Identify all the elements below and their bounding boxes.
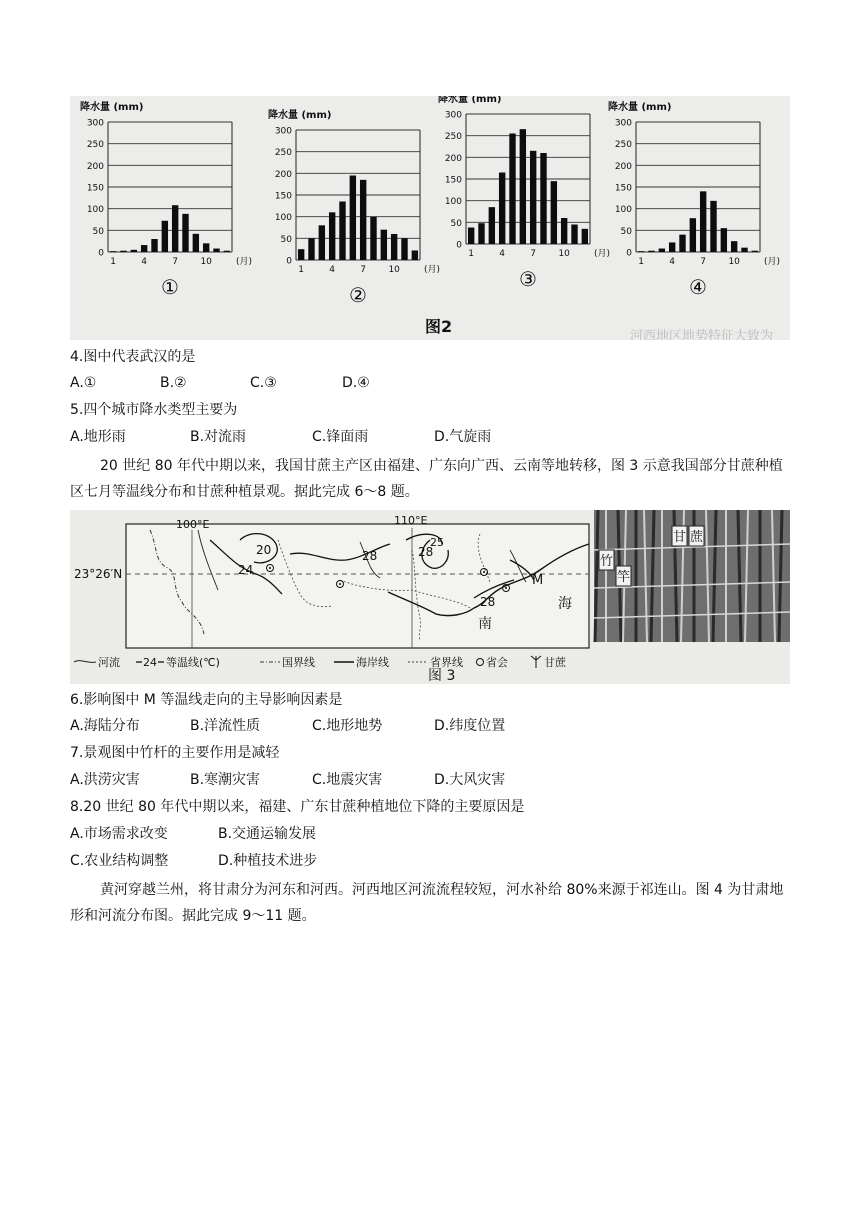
chart-1-x-tick: 1 [110, 257, 117, 267]
chart-2-label: ② [349, 283, 367, 307]
chart-4-bar [752, 251, 758, 252]
photo-label-sugarcane-2: 蔗 [690, 530, 704, 545]
q6-option-a[interactable]: A.海陆分布 [70, 718, 140, 734]
isotherm-label-24: 24 [238, 563, 254, 577]
chart-3-y-tick: 200 [444, 153, 462, 164]
chart-4-y-tick: 200 [614, 161, 632, 172]
isotherm-m-label: M [532, 573, 544, 588]
chart-2-bar [381, 230, 387, 260]
legend-coastline: 海岸线 [356, 656, 389, 669]
q4-option-b[interactable]: B.② [160, 375, 187, 391]
q4-stem: 4.图中代表武汉的是 [70, 349, 196, 365]
chart-3-y-tick: 50 [450, 218, 462, 229]
chart-1-x-tick: 7 [172, 257, 179, 267]
isotherm-label-25: 25 [430, 536, 444, 549]
legend-capital-symbol [477, 659, 484, 666]
sea-label-nan: 南 [478, 616, 492, 632]
q4-option-a[interactable]: A.① [70, 375, 97, 391]
chart-2-bar [319, 225, 325, 260]
chart-1-bar [213, 249, 219, 252]
chart-4-month-unit: (月) [764, 257, 781, 267]
chart-4-x-tick: 10 [728, 257, 740, 267]
q7-option-c[interactable]: C.地震灾害 [312, 772, 383, 788]
q4-option-c[interactable]: C.③ [250, 375, 277, 391]
figure-3-map [70, 510, 790, 684]
chart-4-bar [679, 235, 685, 252]
chart-4-y-tick: 150 [614, 183, 632, 194]
legend-sugarcane: 甘蔗 [544, 656, 566, 669]
chart-3-bar [540, 153, 546, 244]
chart-2-y-tick: 200 [274, 169, 292, 180]
photo-label-sugarcane-1: 甘 [673, 530, 687, 545]
figure-2-caption: 图2 [425, 317, 453, 336]
chart-4-x-tick: 4 [669, 257, 676, 267]
chart-2-bar [350, 176, 356, 261]
q5-option-b[interactable]: B.对流雨 [190, 429, 247, 445]
isotherm-label-28-east: 28 [480, 595, 496, 609]
chart-3-y-tick: 300 [444, 110, 462, 121]
chart-1-bar [162, 221, 168, 252]
chart-4-y-tick: 0 [626, 248, 632, 259]
chart-3-x-tick: 1 [468, 249, 475, 259]
q5-option-c[interactable]: C.锋面雨 [312, 429, 369, 445]
chart-4-bar [659, 249, 665, 252]
figure-2 [70, 96, 790, 340]
legend-river-symbol [74, 661, 96, 663]
chart-2-y-label: 降水量 (mm) [268, 110, 332, 121]
chart-1-y-tick: 0 [98, 248, 104, 259]
chart-1-label: ① [161, 275, 179, 299]
isotherm-label-28-mid: 28 [418, 545, 434, 559]
figure-3 [70, 510, 790, 684]
isotherm-label-20: 20 [256, 543, 272, 557]
chart-4-bar [721, 228, 727, 252]
map-legend [74, 655, 567, 669]
chart-1-bar [141, 245, 147, 252]
chart-3-x-tick: 4 [499, 249, 506, 259]
chart-1-bar [224, 251, 230, 252]
chart-1-y-tick: 200 [86, 161, 104, 172]
q7-option-d[interactable]: D.大风灾害 [434, 772, 506, 788]
chart-1-y-tick: 250 [86, 140, 104, 151]
chart-3-label: ③ [519, 267, 537, 291]
chart-1-bar [193, 234, 199, 252]
chart-4-x-tick: 7 [700, 257, 707, 267]
q8-stem: 8.20 世纪 80 年代中期以来，福建、广东甘蔗种植地位下降的主要原因是 [70, 799, 525, 815]
chart-4-bar [648, 251, 654, 252]
q7-option-a[interactable]: A.洪涝灾害 [70, 772, 140, 788]
q5-stem: 5.四个城市降水类型主要为 [70, 402, 238, 418]
chart-1-bar [182, 214, 188, 252]
q8-option-d[interactable]: D.种植技术进步 [218, 853, 318, 869]
chart-2-bar [360, 180, 366, 260]
chart-1-x-tick: 4 [141, 257, 148, 267]
q7-stem: 7.景观图中竹杆的主要作用是减轻 [70, 745, 280, 761]
chart-4-y-tick: 100 [614, 205, 632, 216]
q5-option-a[interactable]: A.地形雨 [70, 429, 126, 445]
chart-2-bar [401, 238, 407, 260]
q6-option-c[interactable]: C.地形地势 [312, 718, 383, 734]
chart-3-x-tick: 7 [530, 249, 537, 259]
q7-option-b[interactable]: B.寒潮灾害 [190, 772, 261, 788]
chart-1-x-tick: 10 [200, 257, 212, 267]
q6-option-d[interactable]: D.纬度位置 [434, 718, 506, 734]
chart-1-y-tick: 50 [92, 226, 104, 237]
chart-1-bar [172, 205, 178, 252]
chart-3-y-tick: 0 [456, 240, 462, 251]
chart-3-y-tick: 150 [444, 175, 462, 186]
chart-1-y-tick: 150 [86, 183, 104, 194]
photo-label-bamboo-1: 竹 [600, 554, 614, 569]
passage-gansu: 黄河穿越兰州，将甘肃分为河东和河西。河西地区河流流程较短，河水补给 80%来源于祁连山。图 4 为甘肃地形和河流分布图。据此完成 9～11 题。 [70, 882, 784, 924]
chart-1-y-tick: 300 [86, 118, 104, 129]
photo-label-bamboo-2: 竿 [617, 570, 631, 585]
chart-3-bar [468, 228, 474, 244]
chart-1-y-label: 降水量 (mm) [80, 102, 144, 113]
q4-option-d[interactable]: D.④ [342, 375, 370, 391]
q8-option-b[interactable]: B.交通运输发展 [218, 826, 317, 842]
legend-provincial-border: 省界线 [430, 656, 463, 669]
chart-4-bar [731, 241, 737, 252]
chart-4-label: ④ [689, 275, 707, 299]
isotherm-label-28-west: 28 [362, 549, 378, 563]
chart-3-bar [520, 129, 526, 244]
chart-2-x-tick: 7 [360, 265, 367, 275]
tropic-latitude-label: 23°26′N [74, 567, 123, 581]
chart-2-y-tick: 150 [274, 191, 292, 202]
chart-4-bar [690, 218, 696, 252]
chart-3-bar [571, 225, 577, 245]
chart-4-y-tick: 300 [614, 118, 632, 129]
chart-4-bar [669, 242, 675, 252]
chart-2-y-tick: 250 [274, 148, 292, 159]
legend-isotherm-sample: 24 [143, 656, 157, 669]
legend-sugarcane-symbol [531, 656, 541, 668]
chart-3-x-tick: 10 [558, 249, 570, 259]
longitude-100-label: 100°E [176, 518, 210, 531]
chart-4-x-tick: 1 [638, 257, 645, 267]
chart-2-x-tick: 10 [388, 265, 400, 275]
chart-2-month-unit: (月) [424, 265, 441, 275]
chart-2-y-tick: 100 [274, 213, 292, 224]
q6-stem: 6.影响图中 M 等温线走向的主导影响因素是 [70, 692, 343, 708]
chart-1-month-unit: (月) [236, 257, 253, 267]
chart-1-bar [203, 243, 209, 252]
q5-option-d[interactable]: D.气旋雨 [434, 429, 492, 445]
chart-3-bar [499, 173, 505, 245]
chart-2-bar [370, 217, 376, 260]
chart-3-bar [561, 218, 567, 244]
passage-sugarcane: 20 世纪 80 年代中期以来，我国甘蔗主产区由福建、广东向广西、云南等地转移，图 3 示意我国部分甘蔗种植区七月等温线分布和甘蔗种植景观。据此完成 6～8 题。 [70, 458, 783, 500]
chart-4-bar [700, 191, 706, 252]
chart-1-y-tick: 100 [86, 205, 104, 216]
chart-4-y-label: 降水量 (mm) [608, 102, 672, 113]
figure-2-side-text: 河西地区地势特征大致为 [630, 329, 774, 340]
chart-2-y-tick: 300 [274, 126, 292, 137]
figure-3-caption: 图 3 [428, 668, 456, 684]
legend-national-border: 国界线 [282, 656, 315, 669]
longitude-110-label: 110°E [394, 514, 428, 527]
chart-3-y-tick: 250 [444, 132, 462, 143]
sugarcane-photo [594, 510, 790, 642]
q8-option-a[interactable]: A.市场需求改变 [70, 826, 168, 842]
chart-3-y-tick: 100 [444, 197, 462, 208]
chart-2-x-tick: 1 [298, 265, 305, 275]
chart-2-y-tick: 0 [286, 256, 292, 267]
chart-2-bar [339, 202, 345, 261]
chart-1-bar [110, 251, 116, 252]
chart-2-bar [308, 238, 314, 260]
chart-2-bar [298, 249, 304, 260]
chart-2-y-tick: 50 [280, 234, 292, 245]
chart-3-bar [530, 151, 536, 244]
chart-4-y-tick: 250 [614, 140, 632, 151]
chart-3-y-label: 降水量 (mm) [438, 96, 502, 105]
legend-isotherm: 等温线(℃) [166, 656, 220, 669]
q8-option-c[interactable]: C.农业结构调整 [70, 853, 169, 869]
chart-3-bar [509, 134, 515, 245]
figure-2-charts [70, 96, 790, 340]
chart-2-bar [391, 234, 397, 260]
chart-2-x-tick: 4 [329, 265, 336, 275]
chart-4-bar [741, 248, 747, 252]
chart-3-bar [582, 229, 588, 244]
q6-option-b[interactable]: B.洋流性质 [190, 718, 261, 734]
chart-1-bar [120, 251, 126, 252]
sea-label-hai: 海 [558, 596, 572, 612]
chart-2-bar [412, 250, 418, 260]
chart-1-bar [131, 250, 137, 252]
legend-river: 河流 [98, 656, 120, 669]
chart-2-bar [329, 212, 335, 260]
chart-3-bar [551, 181, 557, 244]
chart-3-month-unit: (月) [594, 249, 611, 259]
chart-4-bar [638, 251, 644, 252]
legend-capital: 省会 [486, 656, 508, 669]
chart-4-y-tick: 50 [620, 226, 632, 237]
chart-3-bar [489, 207, 495, 244]
chart-1-bar [151, 239, 157, 252]
chart-4-bar [710, 201, 716, 252]
chart-3-bar [478, 223, 484, 244]
